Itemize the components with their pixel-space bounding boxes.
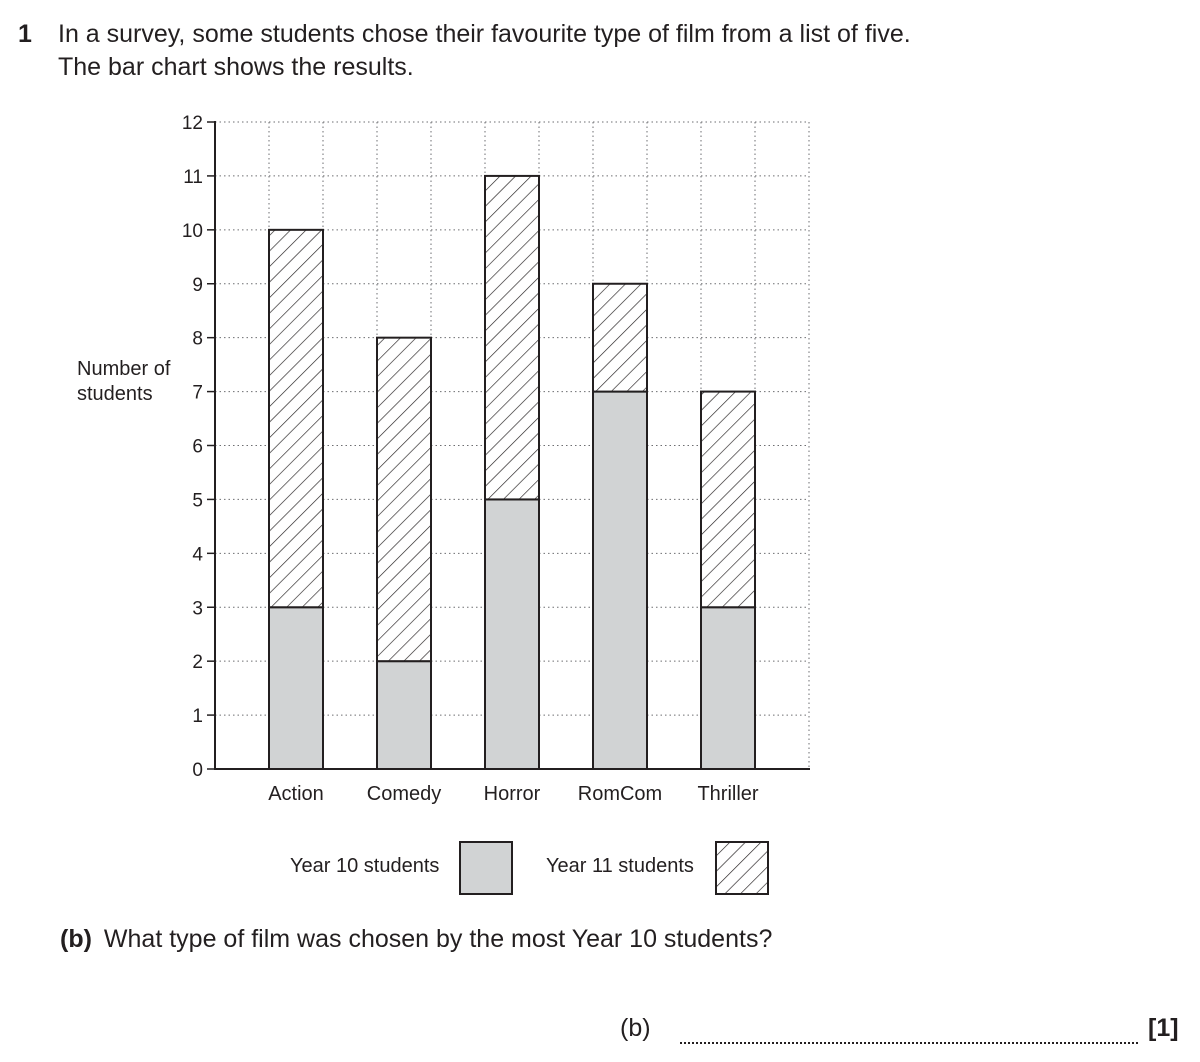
legend-year10-swatch (459, 841, 513, 895)
bar-thriller-year10 (701, 607, 755, 769)
legend-year10-label: Year 10 students (290, 855, 440, 877)
part-b-text: What type of film was chosen by the most Year 10 students? (103, 925, 773, 953)
bar-horror-year11 (485, 176, 539, 500)
y-tick-label: 3 (192, 598, 203, 620)
x-tick-label: Thriller (697, 783, 759, 805)
y-tick-label: 5 (192, 490, 203, 512)
y-tick-label: 0 (192, 760, 203, 781)
y-tick-label: 7 (192, 382, 203, 404)
marks-label: [1] (1148, 1014, 1179, 1042)
y-tick-label: 4 (192, 544, 203, 566)
question-number: 1 (18, 20, 32, 48)
x-tick-label: Comedy (366, 783, 442, 805)
bar-comedy-year10 (377, 661, 431, 769)
y-axis-label-line-2: students (77, 383, 153, 405)
y-tick-label: 1 (192, 706, 203, 728)
x-tick-label: Action (268, 783, 324, 805)
x-tick-label: Horror (483, 783, 541, 805)
bar-romcom-year11 (593, 284, 647, 392)
y-tick-label: 2 (192, 652, 203, 674)
legend-year11-swatch (715, 841, 769, 895)
bar-chart (0, 100, 860, 820)
part-b-label: (b) (60, 925, 92, 953)
bar-comedy-year11 (377, 338, 431, 662)
y-tick-label: 10 (181, 220, 203, 242)
y-tick-label: 6 (192, 436, 203, 458)
answer-line[interactable] (680, 1014, 1138, 1044)
bar-action-year10 (269, 607, 323, 769)
question-text-line-2: The bar chart shows the results. (58, 53, 414, 81)
answer-label: (b) (620, 1014, 651, 1042)
bar-horror-year10 (485, 499, 539, 769)
y-tick-label: 11 (183, 166, 203, 188)
y-tick-label: 8 (192, 328, 203, 350)
x-tick-label: RomCom (577, 783, 663, 805)
bar-romcom-year10 (593, 392, 647, 769)
y-axis-label-line-1: Number of (77, 358, 171, 380)
part-b-question (60, 925, 772, 954)
y-tick-label: 12 (181, 113, 203, 134)
question-text-line-1: In a survey, some students chose their favourite type of film from a list of five. (58, 20, 911, 48)
bar-thriller-year11 (701, 392, 755, 608)
bar-action-year11 (269, 230, 323, 607)
legend-year11-label: Year 11 students (546, 855, 694, 877)
y-tick-label: 9 (192, 274, 203, 296)
